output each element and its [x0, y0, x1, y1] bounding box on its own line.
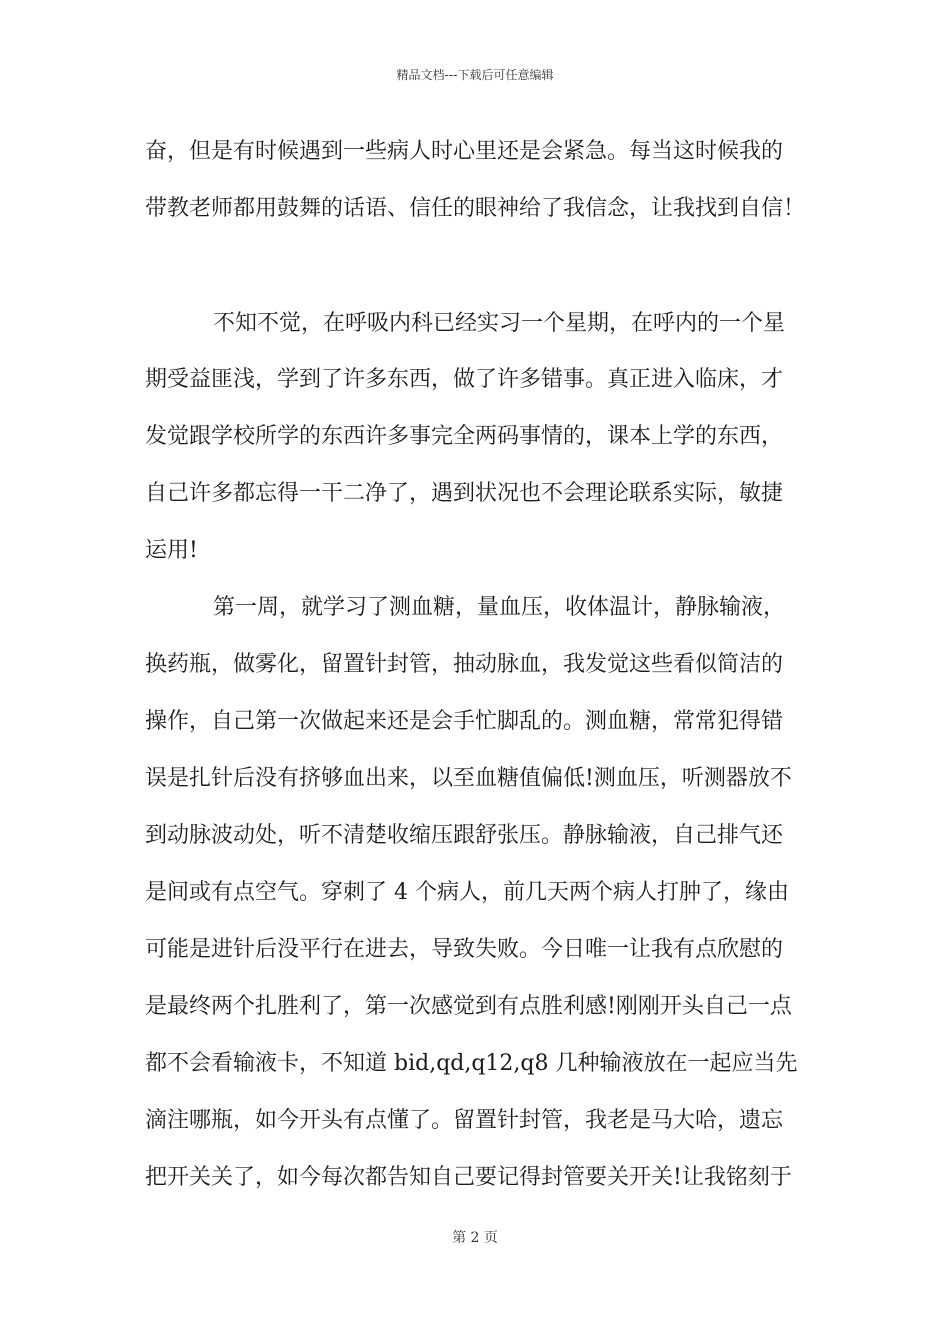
- text-line: 奋，但是有时候遇到一些病人时心里还是会紧急。每当这时候我的: [145, 139, 784, 164]
- text-line: 第一周，就学习了测血糖，量血压，收体温计，静脉输液，: [213, 595, 786, 620]
- text-line: 换药瓶，做雾化，留置针封管，抽动脉血，我发觉这些看似简洁的: [145, 652, 784, 677]
- text-line: 是最终两个扎胜利了，第一次感觉到有点胜利感!刚刚开头自己一点: [145, 994, 792, 1019]
- text-line: 发觉跟学校所学的东西许多事完全两码事情的，课本上学的东西，: [145, 424, 784, 449]
- text-line: 不知不觉，在呼吸内科已经实习一个星期，在呼内的一个星: [213, 311, 786, 336]
- page-number: 第 2 页: [452, 1230, 498, 1246]
- page-header: 精品文档---下载后可任意编辑: [396, 68, 554, 82]
- text-line: 运用!: [145, 538, 198, 563]
- text-line: 是间或有点空气。穿刺了 4 个病人，前几天两个病人打肿了，缘由: [145, 880, 789, 905]
- text-line: 滴注哪瓶，如今开头有点懂了。留置针封管，我老是马大哈，遗忘: [145, 1108, 784, 1133]
- text-line: 操作，自己第一次做起来还是会手忙脚乱的。测血糖，常常犯得错: [145, 709, 784, 734]
- text-line: 可能是进针后没平行在进去，导致失败。今日唯一让我有点欣慰的: [145, 937, 784, 962]
- text-line: 把开关关了，如今每次都告知自己要记得封管要关开关!让我铭刻于: [145, 1165, 792, 1190]
- text-line: 误是扎针后没有挤够血出来，以至血糖值偏低!测血压，听测器放不: [145, 766, 792, 791]
- text-line: 自己许多都忘得一干二净了，遇到状况也不会理论联系实际，敏捷: [145, 481, 784, 506]
- text-line: 期受益匪浅，学到了许多东西，做了许多错事。真正进入临床，才: [145, 367, 784, 392]
- text-line: 带教老师都用鼓舞的话语、信任的眼神给了我信念，让我找到自信！: [145, 196, 806, 221]
- text-line: 到动脉波动处，听不清楚收缩压跟舒张压。静脉输液，自己排气还: [145, 823, 784, 848]
- text-line: 都不会看输液卡，不知道 bid,qd,q12,q8 几种输液放在一起应当先: [145, 1051, 798, 1076]
